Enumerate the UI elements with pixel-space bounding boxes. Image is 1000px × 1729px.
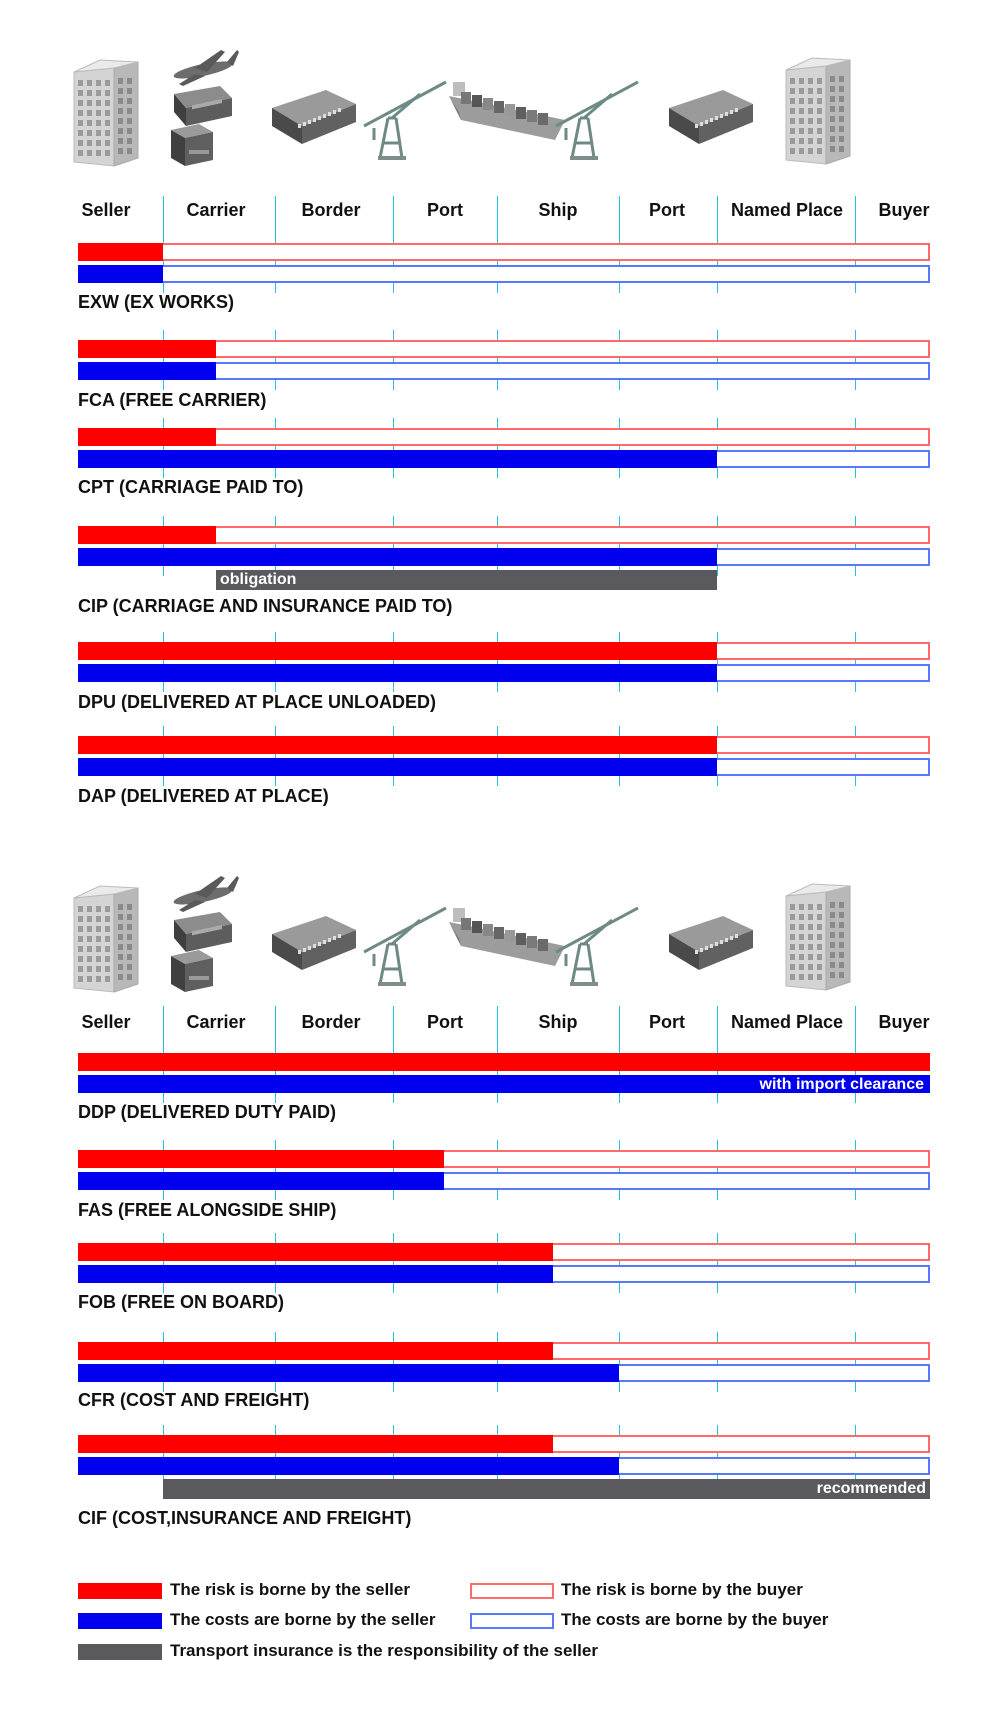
- term-divider: [717, 1233, 718, 1293]
- term-divider: [163, 632, 164, 692]
- term-divider: [619, 1233, 620, 1293]
- term-divider: [275, 516, 276, 576]
- term-divider: [275, 233, 276, 293]
- term-divider: [855, 1425, 856, 1485]
- term-divider: [163, 418, 164, 478]
- container-ship-icon: [447, 900, 567, 970]
- cpt-risk-bar-fill: [78, 428, 216, 446]
- column-label-seller: Seller: [81, 200, 131, 220]
- column-label-carrier: Carrier: [186, 200, 246, 220]
- term-divider: [619, 1332, 620, 1392]
- term-divider: [855, 1233, 856, 1293]
- ddp-term-label: DDP (DELIVERED DUTY PAID): [78, 1102, 337, 1122]
- column-label-border: Border: [301, 1012, 361, 1032]
- term-divider: [393, 726, 394, 786]
- exw-cost-bar-outline: [78, 265, 930, 283]
- term-divider: [275, 1332, 276, 1392]
- term-divider: [717, 516, 718, 576]
- term-divider: [393, 1043, 394, 1103]
- term-divider: [163, 330, 164, 390]
- term-divider: [497, 516, 498, 576]
- term-divider: [393, 1233, 394, 1293]
- term-divider: [497, 1043, 498, 1103]
- dpu-cost-bar-fill: [78, 664, 717, 682]
- column-label-port: Port: [649, 1012, 685, 1032]
- cif-risk-bar-fill: [78, 1435, 553, 1453]
- legend-swatch-cost-buyer: [470, 1613, 554, 1629]
- term-divider: [275, 632, 276, 692]
- term-divider: [855, 1043, 856, 1103]
- term-divider: [275, 1425, 276, 1485]
- cif-term-label: CIF (COST,INSURANCE AND FREIGHT): [78, 1508, 412, 1528]
- term-divider: [393, 418, 394, 478]
- fas-cost-bar-fill: [78, 1172, 444, 1190]
- seller-building-icon: [70, 884, 142, 994]
- column-label-border: Border: [301, 200, 361, 220]
- term-divider: [855, 233, 856, 293]
- term-divider: [497, 1425, 498, 1485]
- term-divider: [275, 726, 276, 786]
- column-label-named-place: Named Place: [730, 200, 844, 220]
- term-divider: [855, 516, 856, 576]
- legend-swatch-insurance: [78, 1644, 162, 1660]
- column-label-seller: Seller: [81, 1012, 131, 1032]
- fob-risk-bar-fill: [78, 1243, 553, 1261]
- term-divider: [619, 330, 620, 390]
- term-divider: [497, 632, 498, 692]
- term-divider: [717, 632, 718, 692]
- legend-text-cost-seller: The costs are borne by the seller: [170, 1610, 436, 1629]
- term-divider: [497, 233, 498, 293]
- exw-risk-bar-outline: [78, 243, 930, 261]
- term-divider: [855, 726, 856, 786]
- dap-cost-bar-fill: [78, 758, 717, 776]
- term-divider: [393, 233, 394, 293]
- term-divider: [717, 330, 718, 390]
- term-divider: [497, 1233, 498, 1293]
- truck-icon: [165, 120, 217, 170]
- term-divider: [855, 330, 856, 390]
- term-divider: [619, 1043, 620, 1103]
- term-divider: [855, 632, 856, 692]
- column-label-port: Port: [427, 200, 463, 220]
- cip-cost-bar-fill: [78, 548, 717, 566]
- exw-term-label: EXW (EX WORKS): [78, 292, 234, 312]
- term-divider: [163, 1332, 164, 1392]
- term-divider: [619, 726, 620, 786]
- term-divider: [393, 516, 394, 576]
- term-divider: [275, 418, 276, 478]
- dpu-term-label: DPU (DELIVERED AT PLACE UNLOADED): [78, 692, 437, 712]
- cip-insurance-bar: [216, 570, 717, 590]
- term-divider: [497, 1140, 498, 1200]
- dap-risk-bar-fill: [78, 736, 717, 754]
- cip-insurance-label: obligation: [220, 571, 297, 588]
- term-divider: [163, 233, 164, 293]
- container-ship-icon: [447, 74, 567, 144]
- fca-cost-bar-fill: [78, 362, 216, 380]
- cfr-risk-bar-fill: [78, 1342, 553, 1360]
- term-divider: [393, 1425, 394, 1485]
- dap-term-label: DAP (DELIVERED AT PLACE): [78, 786, 329, 806]
- term-divider: [619, 233, 620, 293]
- cip-term-label: CIP (CARRIAGE AND INSURANCE PAID TO): [78, 596, 453, 616]
- cfr-cost-bar-fill: [78, 1364, 619, 1382]
- term-divider: [717, 726, 718, 786]
- destination-port-crane-icon: [552, 904, 642, 988]
- term-divider: [275, 1043, 276, 1103]
- term-divider: [163, 726, 164, 786]
- border-warehouse-icon: [268, 86, 360, 146]
- column-label-named-place: Named Place: [730, 1012, 844, 1032]
- term-divider: [275, 1140, 276, 1200]
- ddp-cost-note: with import clearance: [759, 1076, 924, 1093]
- legend-swatch-risk-seller: [78, 1583, 162, 1599]
- seller-building-icon: [70, 58, 142, 168]
- named-place-warehouse-icon: [665, 86, 757, 146]
- legend-swatch-risk-buyer: [470, 1583, 554, 1599]
- term-divider: [855, 1140, 856, 1200]
- term-divider: [619, 1140, 620, 1200]
- term-divider: [497, 726, 498, 786]
- fas-term-label: FAS (FREE ALONGSIDE SHIP): [78, 1200, 337, 1220]
- term-divider: [619, 418, 620, 478]
- term-divider: [619, 632, 620, 692]
- column-label-ship: Ship: [538, 1012, 578, 1032]
- term-divider: [619, 516, 620, 576]
- term-divider: [275, 1233, 276, 1293]
- loading-port-crane-icon: [360, 904, 450, 988]
- cif-cost-bar-fill: [78, 1457, 619, 1475]
- term-divider: [393, 1332, 394, 1392]
- term-divider: [163, 1140, 164, 1200]
- fas-risk-bar-fill: [78, 1150, 444, 1168]
- legend-text-risk-seller: The risk is borne by the seller: [170, 1580, 410, 1599]
- ddp-risk-bar-fill: [78, 1053, 930, 1071]
- term-divider: [163, 1425, 164, 1485]
- term-divider: [717, 233, 718, 293]
- exw-cost-bar-fill: [78, 265, 163, 283]
- term-divider: [855, 1332, 856, 1392]
- fob-term-label: FOB (FREE ON BOARD): [78, 1292, 284, 1312]
- term-divider: [497, 418, 498, 478]
- truck-icon: [165, 946, 217, 996]
- column-label-buyer: Buyer: [878, 1012, 930, 1032]
- legend-text-insurance: Transport insurance is the responsibility of the seller: [170, 1641, 598, 1660]
- term-divider: [275, 330, 276, 390]
- cif-insurance-label: recommended: [816, 1480, 926, 1497]
- cpt-term-label: CPT (CARRIAGE PAID TO): [78, 477, 304, 497]
- cif-insurance-bar: [163, 1479, 930, 1499]
- legend-swatch-cost-seller: [78, 1613, 162, 1629]
- buyer-building-icon: [782, 56, 854, 166]
- cpt-cost-bar-fill: [78, 450, 717, 468]
- column-label-carrier: Carrier: [186, 1012, 246, 1032]
- term-divider: [163, 1233, 164, 1293]
- dpu-risk-bar-fill: [78, 642, 717, 660]
- term-divider: [717, 1140, 718, 1200]
- exw-risk-bar-fill: [78, 243, 163, 261]
- fca-term-label: FCA (FREE CARRIER): [78, 390, 267, 410]
- term-divider: [393, 330, 394, 390]
- cip-risk-bar-fill: [78, 526, 216, 544]
- fob-cost-bar-fill: [78, 1265, 553, 1283]
- term-divider: [163, 1043, 164, 1103]
- term-divider: [393, 632, 394, 692]
- term-divider: [393, 1140, 394, 1200]
- column-label-ship: Ship: [538, 200, 578, 220]
- fca-risk-bar-fill: [78, 340, 216, 358]
- term-divider: [717, 1332, 718, 1392]
- term-divider: [619, 1425, 620, 1485]
- term-divider: [717, 1425, 718, 1485]
- term-divider: [497, 1332, 498, 1392]
- destination-port-crane-icon: [552, 78, 642, 162]
- column-label-port: Port: [649, 200, 685, 220]
- term-divider: [717, 1043, 718, 1103]
- border-warehouse-icon: [268, 912, 360, 972]
- column-label-port: Port: [427, 1012, 463, 1032]
- buyer-building-icon: [782, 882, 854, 992]
- legend-text-cost-buyer: The costs are borne by the buyer: [561, 1610, 829, 1629]
- named-place-warehouse-icon: [665, 912, 757, 972]
- legend-text-risk-buyer: The risk is borne by the buyer: [561, 1580, 803, 1599]
- column-label-buyer: Buyer: [878, 200, 930, 220]
- term-divider: [163, 516, 164, 576]
- cfr-term-label: CFR (COST AND FREIGHT): [78, 1390, 310, 1410]
- term-divider: [855, 418, 856, 478]
- loading-port-crane-icon: [360, 78, 450, 162]
- term-divider: [497, 330, 498, 390]
- term-divider: [717, 418, 718, 478]
